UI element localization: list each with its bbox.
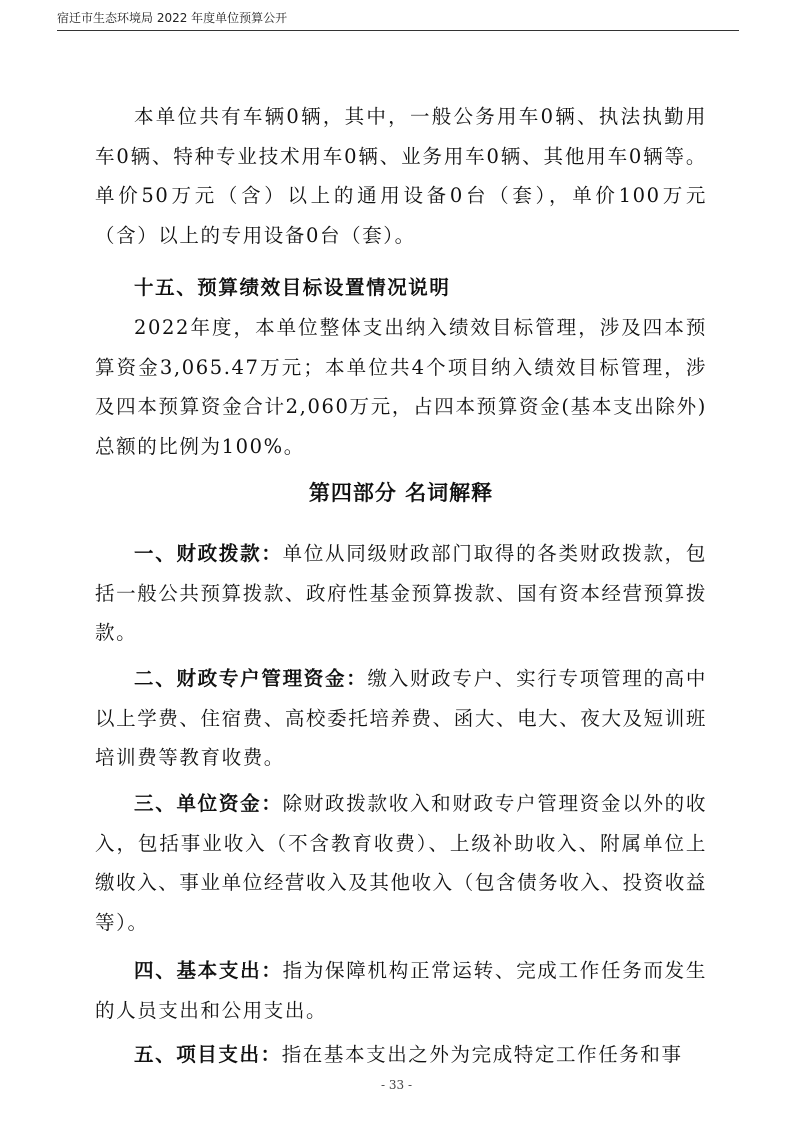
- section-15-heading: 十五、预算绩效目标设置情况说明: [134, 276, 451, 299]
- term-definition: 除财政拨款收入和财政专户管理资金以外的收入，包括事业收入（不含教育收费）、上级补助收入、附属单位上缴收入、事业单位经营收入及其他收入（包含债务收入、投资收益等）。: [95, 792, 707, 934]
- term-fiscal-appropriation: [95, 534, 707, 653]
- term-label: 五、项目支出：: [134, 1043, 282, 1066]
- term-definition: 缴入财政专户、实行专项管理的高中以上学费、住宿费、高校委托培养费、函大、电大、夜大及短训班培训费等教育收费。: [95, 667, 707, 769]
- term-definition: 指在基本支出之外为完成特定工作任务和事: [281, 1043, 683, 1066]
- vehicle-equipment-paragraph: 本单位共有车辆0辆，其中，一般公务用车0辆、执法执勤用车0辆、特种专业技术用车0辆、业务用车0辆、其他用车0辆等。单价50万元（含）以上的通用设备0台（套），单价100万元（含）以上的专用设备0台（套）。: [95, 105, 707, 247]
- page-header: [57, 4, 739, 31]
- term-label: 二、财政专户管理资金：: [134, 667, 368, 690]
- performance-target-paragraph: 2022年度，本单位整体支出纳入绩效目标管理，涉及四本预算资金3,065.47万元；本单位共4个项目纳入绩效目标管理，涉及四本预算资金合计2,060万元，占四本预算资金(基本支出除外)总额的比例为100%。: [95, 316, 707, 458]
- term-basic-expenditure: [95, 951, 707, 1030]
- term-label: 四、基本支出：: [134, 959, 283, 982]
- part-4-title: 第四部分 名词解释: [308, 480, 494, 505]
- term-label: 三、单位资金：: [134, 792, 283, 815]
- term-definition: 指为保障机构正常运转、完成工作任务而发生的人员支出和公用支出。: [95, 959, 707, 1022]
- page-number: - 33 -: [380, 1078, 412, 1092]
- term-label: 一、财政拨款：: [134, 542, 283, 565]
- term-project-expenditure: [95, 1035, 707, 1075]
- header-title: 宿迁市生态环境局 2022 年度单位预算公开: [57, 11, 288, 25]
- term-definition: 单位从同级财政部门取得的各类财政拨款，包括一般公共预算拨款、政府性基金预算拨款、国有资本经营预算拨款。: [95, 542, 707, 644]
- term-unit-funds: [95, 784, 707, 942]
- term-special-account-funds: [95, 659, 707, 778]
